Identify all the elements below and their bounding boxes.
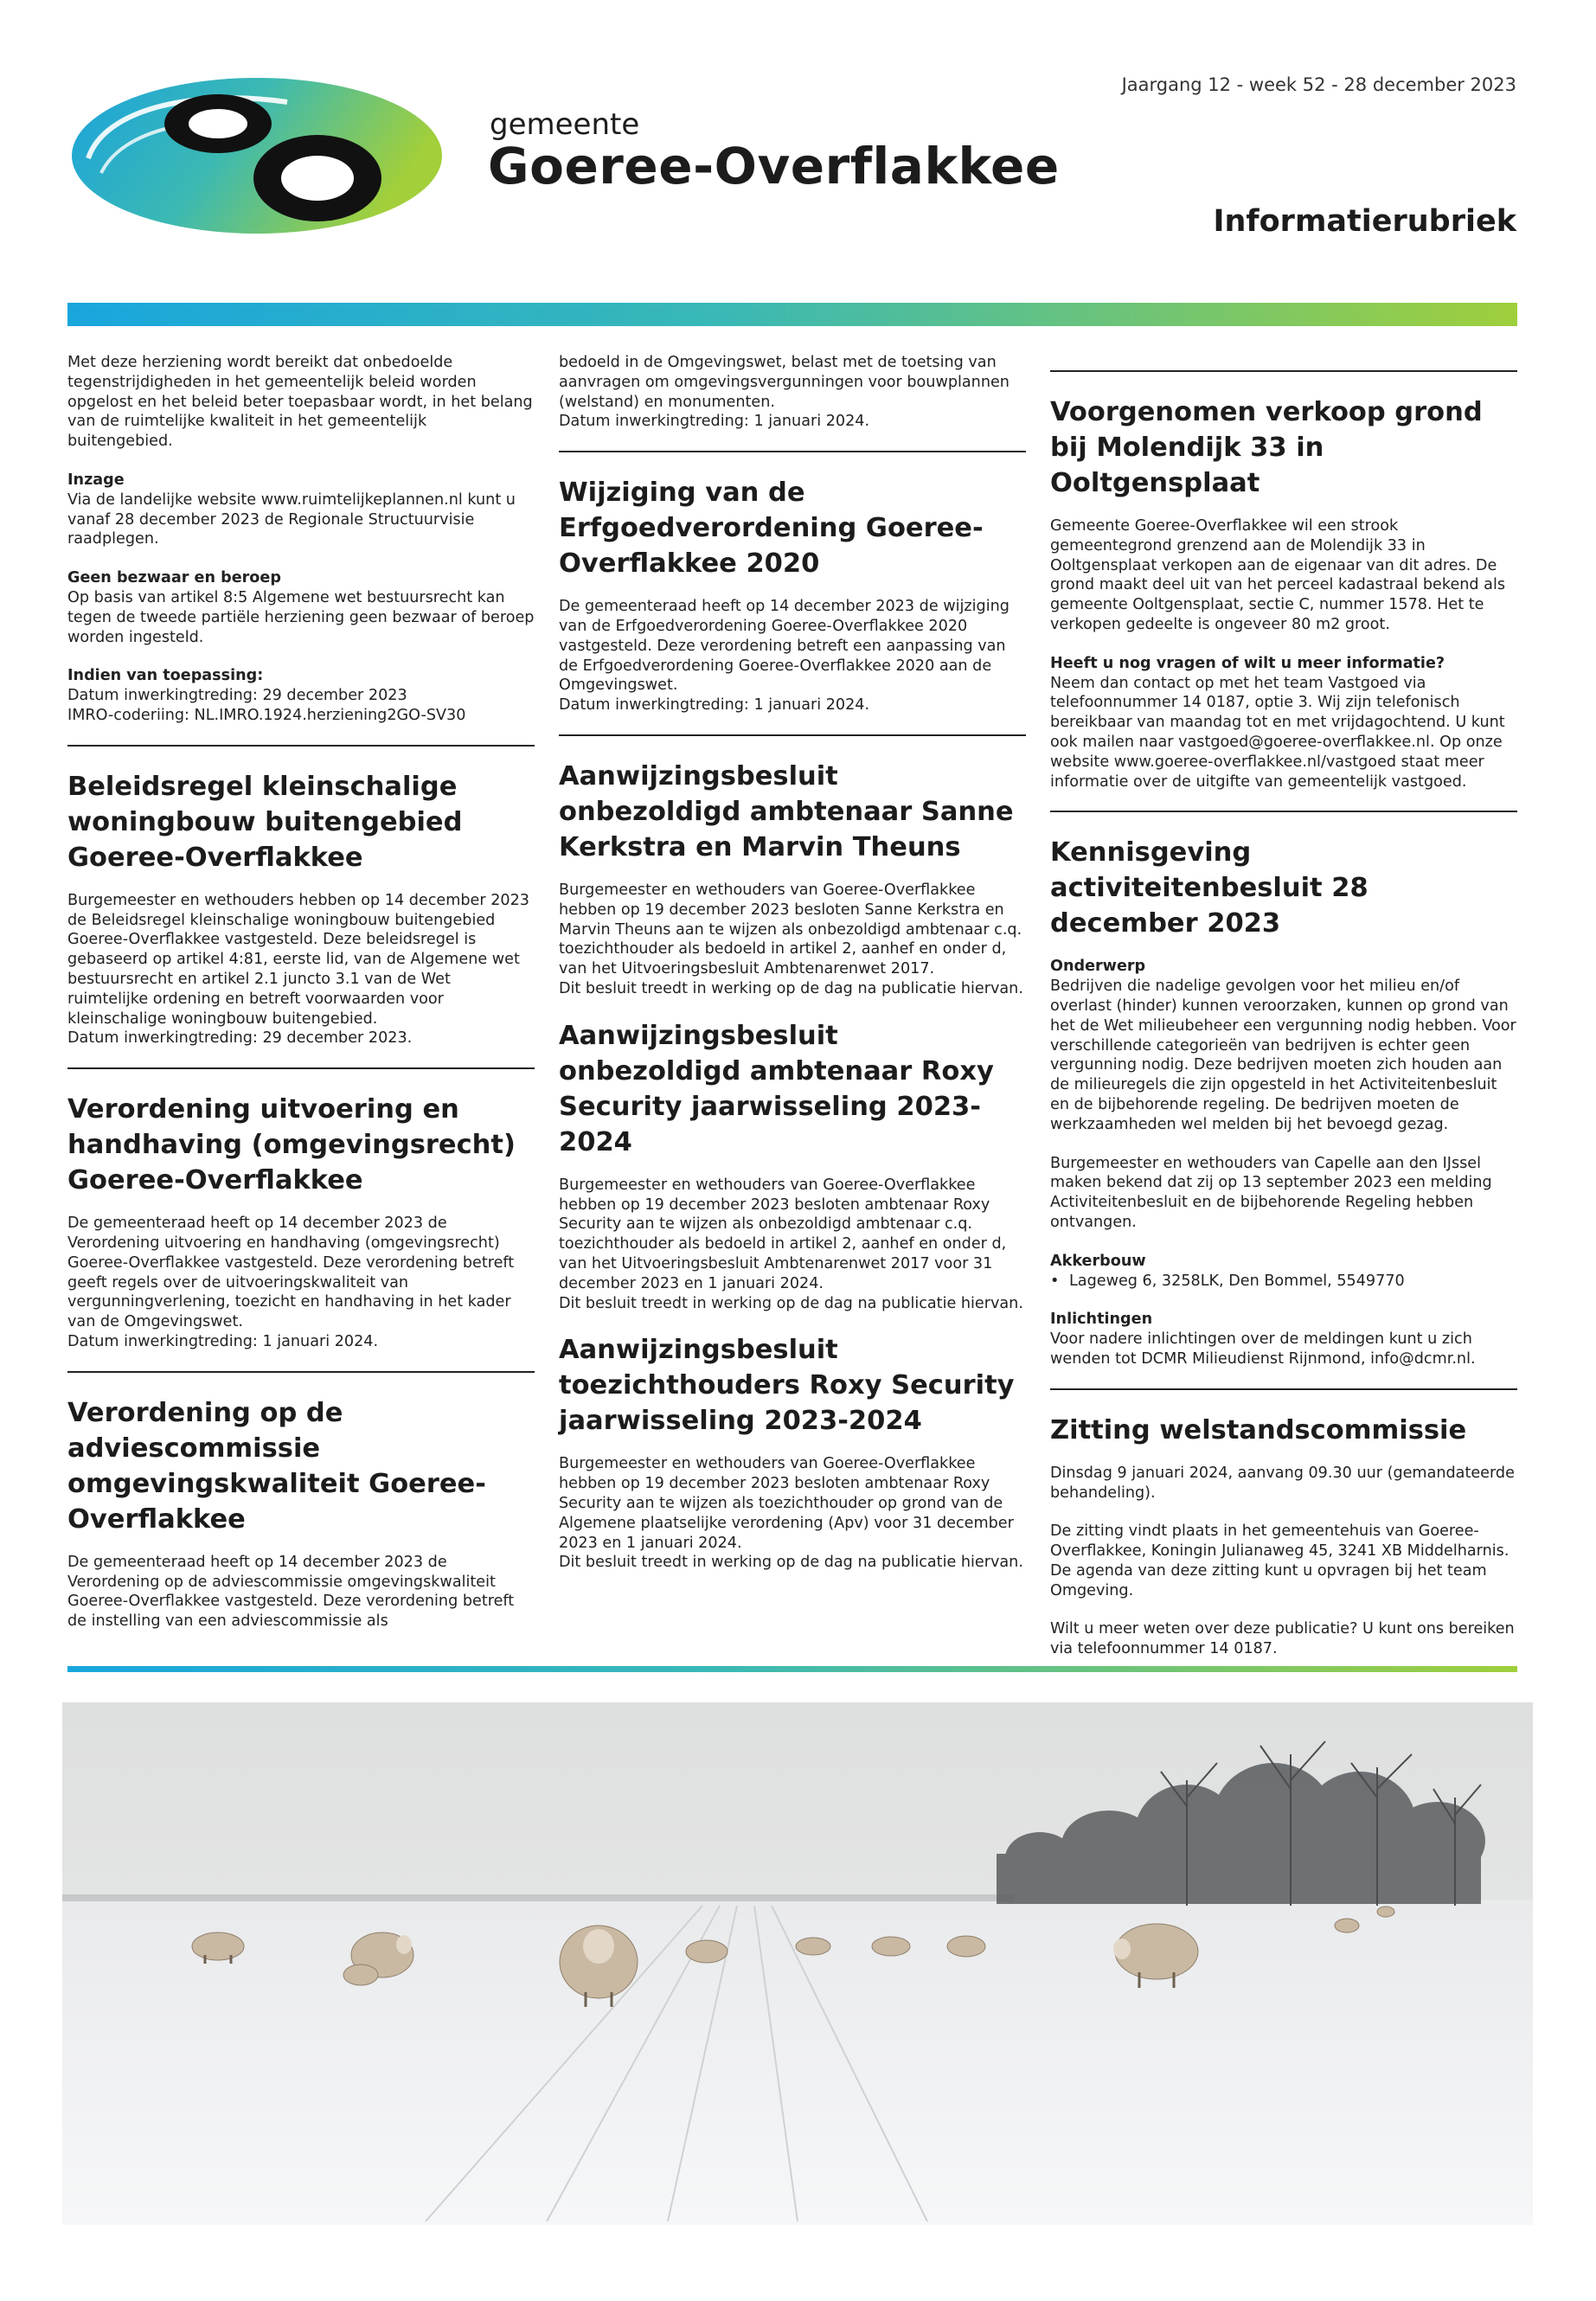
municipality-logo — [71, 76, 443, 236]
divider — [1050, 811, 1517, 812]
melding-text: Burgemeester en wethouders van Capelle aan den IJssel maken bekend dat zij op 13 september 2023 een melding Activiteitenbesluit en de bijbehorende Regeling hebben ontvangen. — [1050, 1154, 1492, 1231]
article-title: Beleidsregel kleinschalige woningbouw buitengebied Goeree-Overflakkee — [67, 771, 463, 873]
article-title: Aanwijzingsbesluit onbezoldigd ambtenaar Roxy Security jaarwisseling 2023-2024 — [559, 1020, 994, 1157]
inlichtingen-block — [1050, 1310, 1517, 1368]
article-note: Dit besluit treedt in werking op de dag na publicatie hiervan. — [559, 1554, 1023, 1572]
divider — [67, 1371, 535, 1373]
article-date: Datum inwerkingtreding: 1 januari 2024. — [559, 696, 870, 715]
imro-code: IMRO-coderiing: NL.IMRO.1924.herziening2GO-SV30 — [67, 706, 466, 724]
article-title: Aanwijzingsbesluit toezichthouders Roxy Security jaarwisseling 2023-2024 — [559, 1335, 1015, 1437]
article-body: Gemeente Goeree-Overflakkee wil een strook gemeentegrond grenzend aan de Molendijk 33 in Ooltgensplaat verkopen aan de eigenaar van dit adres. De grond maakt deel uit van het perceel kadastraal bekend als gemeente Ooltgensplaat, sectie C, nummer 1578. Het te verkopen gedeelte is ongeveer 80 m2 groot. — [1050, 517, 1506, 633]
bezwaar-block — [67, 568, 535, 647]
inzage-text: Via de landelijke website www.ruimtelijkeplannen.nl kunt u vanaf 28 december 2023 de Regionale Structuurvisie raadplegen. — [67, 490, 516, 548]
akkerbouw-item: • Lageweg 6, 3258LK, Den Bommel, 5549770 — [1050, 1272, 1517, 1292]
divider — [67, 745, 535, 747]
inlichtingen-text: Voor nadere inlichtingen over de meldingen kunt u zich wenden tot DCMR Milieudienst Rijnmond, info@dcmr.nl. — [1050, 1330, 1476, 1368]
article-body: De gemeenteraad heeft op 14 december 2023 de Verordening uitvoering en handhaving (omgevingsrecht) Goeree-Overflakkee vastgesteld. Deze verordening betreft geeft regels over de uitvoeringskwaliteit van vergunningverlening, toezicht en handhaving in het kader van de Omgevingswet. — [67, 1215, 515, 1331]
article-body: bedoeld in de Omgevingswet, belast met de toetsing van aanvragen om omgevingsvergunningen voor bouwplannen (welstand) en monumenten. — [559, 354, 1010, 411]
toepassing-heading: Indien van toepassing: — [67, 667, 264, 685]
article-title: Verordening uitvoering en handhaving (omgevingsrecht) Goeree-Overflakkee — [67, 1094, 516, 1196]
column-3 — [1050, 353, 1517, 1659]
divider — [1050, 370, 1517, 372]
section-label: Informatierubriek — [1213, 204, 1516, 239]
zitting-location: De zitting vindt plaats in het gemeentehuis van Goeree-Overflakkee, Koningin Julianaweg 45, 3241 XB Middelharnis. De agenda van deze zitting kunt u opvragen bij het team Omgeving. — [1050, 1522, 1509, 1599]
inlichtingen-heading: Inlichtingen — [1050, 1311, 1153, 1329]
divider — [67, 1067, 535, 1069]
article-body: Burgemeester en wethouders van Goeree-Overflakkee hebben op 19 december 2023 besloten Sanne Kerkstra en Marvin Theuns aan te wijzen als onbezoldigd ambtenaar c.q. toezichthouder als bedoeld in artikel 2, aanhef en onder d, van het Uitvoeringsbesluit Ambtenarenwet 2017. — [559, 881, 1022, 978]
bottom-gradient-bar — [67, 1666, 1517, 1672]
snow-field-sheep-photo — [62, 1702, 1533, 2225]
article-title: Zitting welstandscommissie — [1050, 1414, 1467, 1445]
inzage-block — [67, 471, 535, 549]
onderwerp-text: Bedrijven die nadelige gevolgen voor het milieu en/of overlast (hinder) kunnen veroorzaken, kunnen op grond van het de Wet milieubeheer een vergunning nodig hebben. Voor verschillende categorieën van bedrijven is echter geen vergunning nodig. Deze bedrijven moeten zich houden aan de milieuregels die zijn opgesteld in het Activiteitenbesluit en de bijbehorende regeling. De bedrijven moeten de werkzaamheden wel melden bij het bevoegd gezag. — [1050, 977, 1516, 1133]
zitting-contact: Wilt u meer weten over deze publicatie? U kunt ons bereiken via telefoonnummer 14 0187. — [1050, 1620, 1515, 1658]
article-body: De gemeenteraad heeft op 14 december 2023 de wijziging van de Erfgoedverordening Goeree-Overflakkee 2020 vastgesteld. Deze verordening betreft een aanpassing van de Erfgoedverordening Goeree-Overflakkee 2020 aan de Omgevingswet. — [559, 598, 1010, 695]
contact-block — [1050, 654, 1517, 792]
divider — [559, 734, 1026, 736]
article-title: Wijziging van de Erfgoedverordening Goeree-Overflakkee 2020 — [559, 478, 984, 580]
divider — [559, 451, 1026, 452]
article-date: Datum inwerkingtreding: 29 december 2023. — [67, 1029, 413, 1048]
article-body: Burgemeester en wethouders van Goeree-Overflakkee hebben op 19 december 2023 besloten ambtenaar Roxy Security aan te wijzen als toezichthouder op grond van de Algemene plaatselijke verordening (Apv) voor 31 december 2023 en 1 januari 2024. — [559, 1455, 1014, 1552]
onderwerp-heading: Onderwerp — [1050, 958, 1146, 976]
toepassing-block — [67, 666, 535, 725]
inzage-heading: Inzage — [67, 471, 125, 489]
column-1 — [67, 353, 535, 1631]
intro-text: Met deze herziening wordt bereikt dat onbedoelde tegenstrijdigheden in het gemeentelijk beleid worden opgelost en het beleid beter toepasbaar wordt, in het belang van de ruimtelijke kwaliteit in het gemeentelijk buitengebied. — [67, 354, 533, 451]
onderwerp-block — [1050, 957, 1517, 1134]
contact-text: Neem dan contact op met het team Vastgoed via telefoonnummer 14 0187, optie 3. Wij zijn telefonisch bereikbaar van maandag tot en met vrijdagochtend. U kunt ook mailen naar vastgoed@goeree-overflakkee.nl. Op onze website www.goeree-overflakkee.nl/vastgoed staat meer informatie over de uitgifte van gemeentelijk vastgoed. — [1050, 674, 1505, 791]
contact-heading: Heeft u nog vragen of wilt u meer informatie? — [1050, 654, 1445, 672]
article-title: Voorgenomen verkoop grond bij Molendijk 33 in Ooltgensplaat — [1050, 397, 1483, 498]
article-date: Datum inwerkingtreding: 1 januari 2024. — [67, 1332, 379, 1350]
article-body: Burgemeester en wethouders van Goeree-Overflakkee hebben op 19 december 2023 besloten ambtenaar Roxy Security aan te wijzen als onbezoldigd ambtenaar c.q. toezichthouder als bedoeld in artikel 2, aanhef en onder d, van het Uitvoeringsbesluit Ambtenarenwet 2017 voor 31 december 2023 en 1 januari 2024. — [559, 1176, 1007, 1292]
brand-name: Goeree-Overflakkee — [488, 137, 1060, 195]
article-body: Burgemeester en wethouders hebben op 14 december 2023 de Beleidsregel kleinschalige woningbouw buitengebied Goeree-Overflakkee vastgesteld. Deze beleidsregel is gebaseerd op artikel 4:81, eerste lid, van de Algemene wet bestuursrecht en artikel 2.1 juncto 3.1 van de Wet ruimtelijke ordening en betreft voorwaarden voor kleinschalige woningbouw buitengebied. — [67, 891, 529, 1028]
brand-prefix: gemeente — [490, 107, 640, 142]
bezwaar-heading: Geen bezwaar en beroep — [67, 569, 281, 587]
masthead-date: Jaargang 12 - week 52 - 28 december 2023 — [1121, 74, 1516, 95]
bezwaar-text: Op basis van artikel 8:5 Algemene wet bestuursrecht kan tegen de tweede partiële herziening geen bezwaar of beroep worden ingesteld. — [67, 588, 535, 646]
article-note: Dit besluit treedt in werking op de dag na publicatie hiervan. — [559, 979, 1023, 997]
article-title: Aanwijzingsbesluit onbezoldigd ambtenaar Sanne Kerkstra en Marvin Theuns — [559, 760, 1014, 862]
article-date: Datum inwerkingtreding: 1 januari 2024. — [559, 413, 870, 431]
article-note: Dit besluit treedt in werking op de dag na publicatie hiervan. — [559, 1294, 1023, 1312]
article-title: Verordening op de adviescommissie omgevingskwaliteit Goeree-Overflakkee — [67, 1397, 486, 1535]
column-2 — [559, 353, 1026, 1573]
article-title: Kennisgeving activiteitenbesluit 28 december 2023 — [1050, 837, 1368, 939]
akkerbouw-block — [1050, 1252, 1517, 1292]
article-body: De gemeenteraad heeft op 14 december 2023 de Verordening op de adviescommissie omgevingskwaliteit Goeree-Overflakkee vastgesteld. Deze verordening betreft de instelling van een adviescommissie als — [67, 1553, 515, 1631]
akkerbouw-heading: Akkerbouw — [1050, 1252, 1146, 1270]
top-gradient-bar — [67, 303, 1517, 326]
divider — [1050, 1388, 1517, 1390]
toepassing-date: Datum inwerkingtreding: 29 december 2023 — [67, 687, 407, 705]
zitting-time: Dinsdag 9 januari 2024, aanvang 09.30 uur (gemandateerde behandeling). — [1050, 1464, 1515, 1502]
